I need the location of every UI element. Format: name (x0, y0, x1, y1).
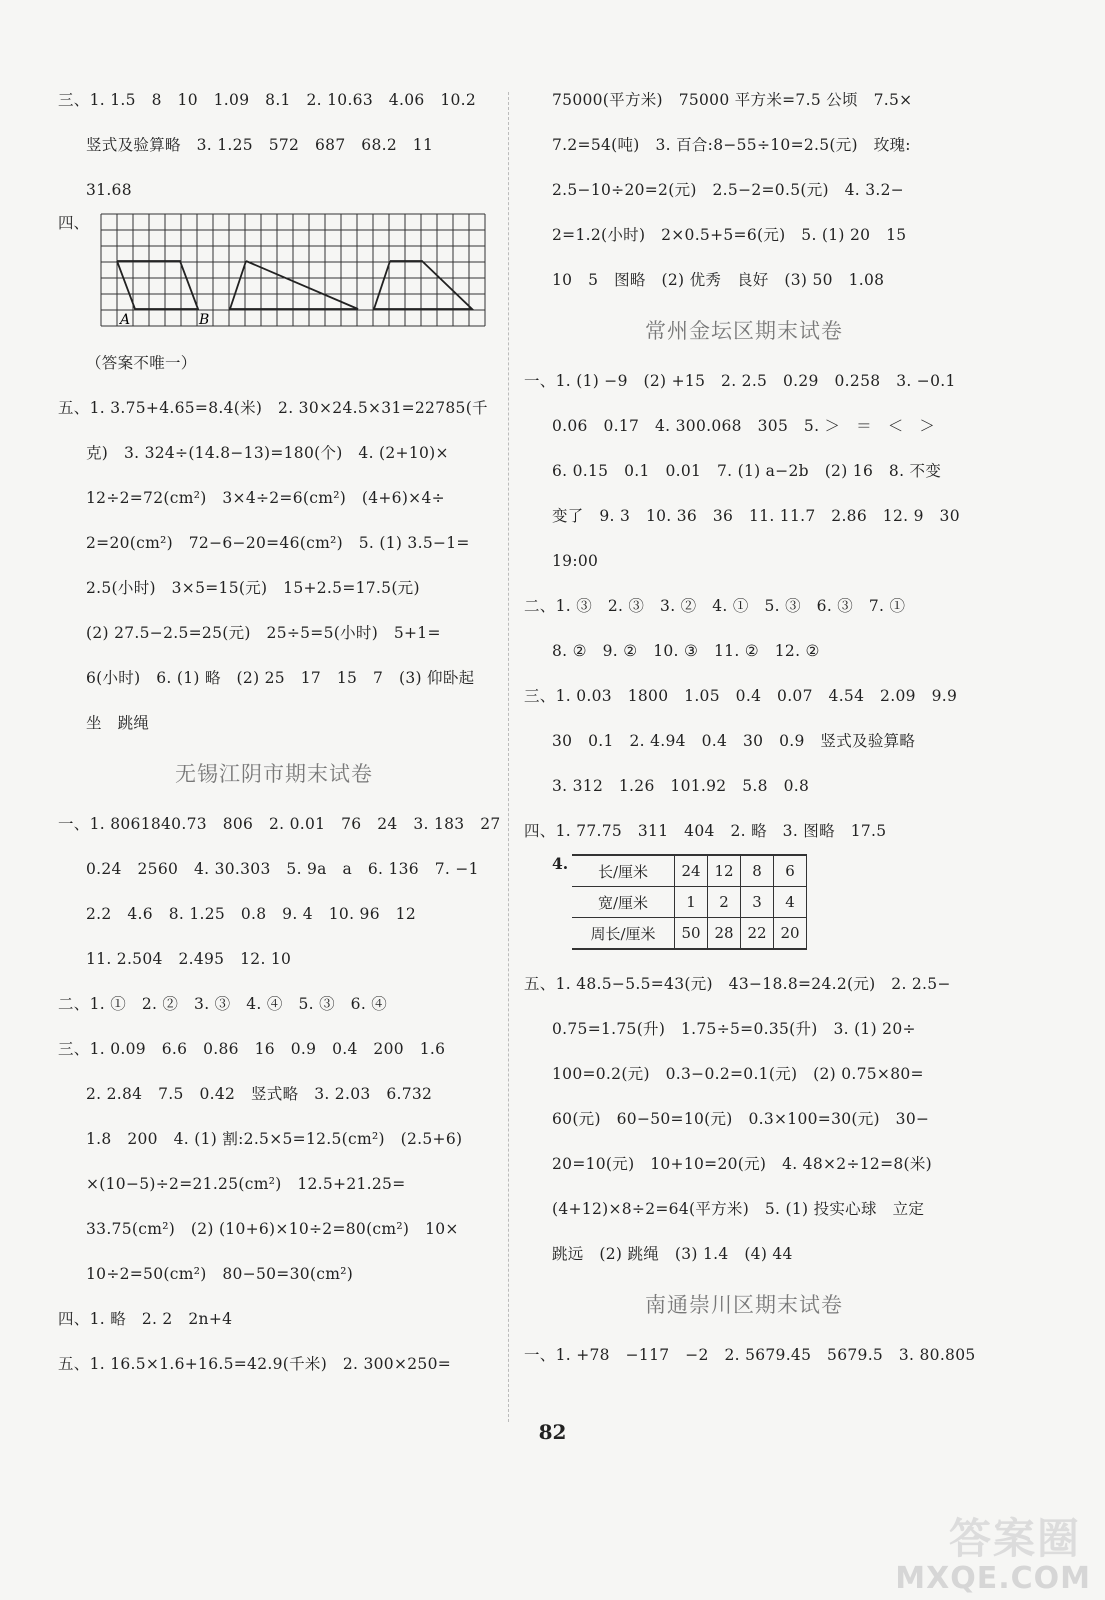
answer-line: 0.06 0.17 4. 300.068 305 5. ＞ ＝ ＜ ＞ (552, 417, 936, 435)
column-divider (508, 92, 509, 1422)
trapezoid-shape (117, 261, 198, 309)
page-number: 82 (538, 1420, 567, 1444)
grid-figure (58, 213, 490, 365)
answer-line: 四、1. 77.75 311 404 2. 略 3. 图略 17.5 (524, 822, 887, 840)
answer-line: 10 5 图略 (2) 优秀 良好 (3) 50 1.08 (552, 271, 885, 289)
point-b-label: B (199, 312, 210, 327)
answer-line: 8. ② 9. ② 10. ③ 11. ② 12. ② (552, 642, 820, 660)
table-row (572, 855, 807, 887)
table-cell: 12 (708, 855, 741, 887)
answer-line: 克) 3. 324÷(14.8−13)=180(个) 4. (2+10)× (86, 444, 449, 462)
answer-line: 6. 0.15 0.1 0.01 7. (1) a−2b (2) 16 8. 不变 (552, 462, 942, 480)
answer-line: 33.75(cm²) (2) (10+6)×10÷2=80(cm²) 10× (86, 1220, 459, 1238)
grid-drawing (100, 213, 490, 327)
point-a-label: A (120, 312, 131, 327)
table-cell: 24 (675, 855, 708, 887)
table-cell: 1 (675, 887, 708, 918)
answer-line: 7.2=54(吨) 3. 百合:8−55÷10=2.5(元) 玫瑰: (552, 136, 911, 154)
answer-line: 30 0.1 2. 4.94 0.4 30 0.9 竖式及验算略 (552, 732, 916, 750)
answer-line: 19:00 (552, 552, 599, 570)
answer-line: 三、1. 0.09 6.6 0.86 16 0.9 0.4 200 1.6 (58, 1040, 446, 1058)
answer-line: (4+12)×8÷2=64(平方米) 5. (1) 投实心球 立定 (552, 1200, 925, 1218)
answer-line: 一、1. 8061840.73 806 2. 0.01 76 24 3. 183 27 (58, 815, 501, 833)
answer-line: 三、1. 1.5 8 10 1.09 8.1 2. 10.63 4.06 10.2 (58, 91, 477, 109)
table-cell: 8 (741, 855, 774, 887)
answer-line: 6(小时) 6. (1) 略 (2) 25 17 15 7 (3) 仰卧起 (86, 669, 475, 687)
table-cell: 50 (675, 918, 708, 950)
table-cell: 3 (741, 887, 774, 918)
answer-line: 跳远 (2) 跳绳 (3) 1.4 (4) 44 (552, 1245, 793, 1263)
answer-line: 五、1. 3.75+4.65=8.4(米) 2. 30×24.5×31=22785(千 (58, 399, 488, 417)
answer-line: 一、1. (1) −9 (2) +15 2. 2.5 0.29 0.258 3. −0.1 (524, 372, 956, 390)
answer-line: 变了 9. 3 10. 36 36 11. 11.7 2.86 12. 9 30 (552, 507, 960, 525)
answer-line: (2) 27.5−2.5=25(元) 25÷5=5(小时) 5+1= (86, 624, 441, 642)
table-cell: 28 (708, 918, 741, 950)
answer-line: 0.75=1.75(升) 1.75÷5=0.35(升) 3. (1) 20÷ (552, 1020, 916, 1038)
grid-note: （答案不唯一） (86, 354, 197, 372)
answer-line: 坐 跳绳 (86, 714, 150, 732)
answer-line: 2=1.2(小时) 2×0.5+5=6(元) 5. (1) 20 15 (552, 226, 907, 244)
table-cell: 宽/厘米 (572, 887, 675, 918)
answer-line: ×(10−5)÷2=21.25(cm²) 12.5+21.25= (86, 1175, 406, 1193)
answer-line: 四、1. 略 2. 2 2n+4 (58, 1310, 233, 1328)
section-title: 南通崇川区期末试卷 (645, 1293, 843, 1317)
answer-line: 2. 2.84 7.5 0.42 竖式略 3. 2.03 6.732 (86, 1085, 433, 1103)
table-cell: 长/厘米 (572, 855, 675, 887)
answer-line: 31.68 (86, 181, 132, 199)
section-title: 无锡江阴市期末试卷 (175, 762, 373, 786)
answer-line: 20=10(元) 10+10=20(元) 4. 48×2÷12=8(米) (552, 1155, 933, 1173)
answer-line: 五、1. 48.5−5.5=43(元) 43−18.8=24.2(元) 2. 2.5− (524, 975, 951, 993)
answer-line: 五、1. 16.5×1.6+16.5=42.9(千米) 2. 300×250= (58, 1355, 452, 1373)
table-cell: 20 (774, 918, 807, 950)
answer-line: 12÷2=72(cm²) 3×4÷2=6(cm²) (4+6)×4÷ (86, 489, 445, 507)
table-row (572, 887, 807, 918)
answer-line: 一、1. +78 −117 −2 2. 5679.45 5679.5 3. 80.805 (524, 1346, 976, 1364)
watermark-logo (895, 1506, 1091, 1596)
answer-line: 11. 2.504 2.495 12. 10 (86, 950, 292, 968)
answer-line: 75000(平方米) 75000 平方米=7.5 公顷 7.5× (552, 91, 913, 109)
answer-line: 3. 312 1.26 101.92 5.8 0.8 (552, 777, 810, 795)
answer-line: 2.5−10÷20=2(元) 2.5−2=0.5(元) 4. 3.2− (552, 181, 905, 199)
table-cell: 2 (708, 887, 741, 918)
table-cell: 6 (774, 855, 807, 887)
answer-line: 2.2 4.6 8. 1.25 0.8 9. 4 10. 96 12 (86, 905, 416, 923)
triangle-shape (230, 261, 358, 309)
answer-line: 60(元) 60−50=10(元) 0.3×100=30(元) 30− (552, 1110, 930, 1128)
answer-line: 二、1. ① 2. ② 3. ③ 4. ④ 5. ③ 6. ④ (58, 995, 388, 1013)
table-row (572, 918, 807, 950)
dimension-table (572, 854, 807, 950)
answer-line: 2.5(小时) 3×5=15(元) 15+2.5=17.5(元) (86, 579, 420, 597)
answer-line: 二、1. ③ 2. ③ 3. ② 4. ① 5. ③ 6. ③ 7. ① (524, 597, 906, 615)
answer-line: 1.8 200 4. (1) 割:2.5×5=12.5(cm²) (2.5+6) (86, 1130, 463, 1148)
grid-label: 四、 (58, 214, 90, 232)
answer-line: 2=20(cm²) 72−6−20=46(cm²) 5. (1) 3.5−1= (86, 534, 470, 552)
table-label: 4. (552, 854, 569, 873)
table-cell: 周长/厘米 (572, 918, 675, 950)
watermark-url: MXQE.COM (895, 1561, 1091, 1596)
answer-line: 三、1. 0.03 1800 1.05 0.4 0.07 4.54 2.09 9.9 (524, 687, 958, 705)
table-cell: 22 (741, 918, 774, 950)
answer-line: 100=0.2(元) 0.3−0.2=0.1(元) (2) 0.75×80= (552, 1065, 924, 1083)
answer-line: 10÷2=50(cm²) 80−50=30(cm²) (86, 1265, 354, 1283)
watermark-text: 答案圈 (948, 1514, 1081, 1563)
answer-line: 0.24 2560 4. 30.303 5. 9a a 6. 136 7. −1 (86, 860, 479, 878)
answer-line: 竖式及验算略 3. 1.25 572 687 68.2 11 (86, 136, 434, 154)
section-title: 常州金坛区期末试卷 (645, 319, 843, 343)
table-cell: 4 (774, 887, 807, 918)
right-column (524, 78, 976, 1378)
dimension-table-block (524, 854, 964, 962)
left-column (58, 78, 501, 1387)
